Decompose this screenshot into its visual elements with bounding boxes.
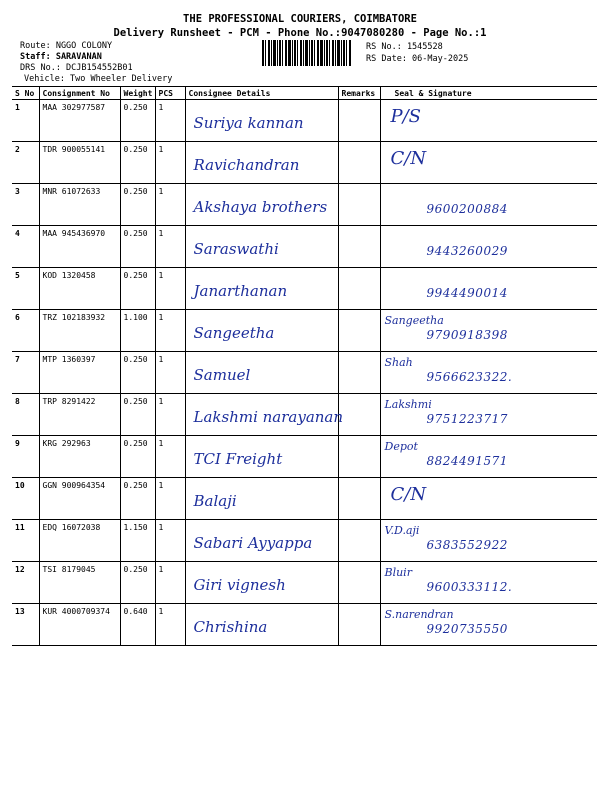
table-row: [12, 226, 597, 268]
pcs-count: 1: [155, 604, 185, 646]
weight-value: 0.250: [120, 352, 155, 394]
signature-cell: [380, 604, 597, 646]
signature-cell: [380, 478, 597, 520]
table-row: [12, 604, 597, 646]
signature-name: C/N: [390, 484, 427, 505]
signature-cell: [380, 394, 597, 436]
rs-number: RS No.: 1545528: [366, 42, 443, 52]
consignee-cell: [185, 268, 338, 310]
consignment-number: TSI 8179045: [39, 562, 120, 604]
table-row: [12, 394, 597, 436]
pcs-count: 1: [155, 436, 185, 478]
serial-number: 6: [12, 310, 39, 352]
consignee-name: Chrishina: [193, 618, 268, 636]
signature-phone: 9443260029: [426, 244, 508, 258]
pcs-count: 1: [155, 100, 185, 142]
signature-cell: [380, 436, 597, 478]
consignee-name: Akshaya brothers: [193, 198, 328, 216]
signature-phone: 9790918398: [426, 328, 508, 342]
header-consignee: Consignee Details: [185, 87, 338, 100]
consignee-cell: [185, 478, 338, 520]
runsheet-subtitle: Delivery Runsheet - PCM - Phone No.:9047080280 - Page No.:1: [113, 27, 487, 39]
remarks-cell: [338, 520, 380, 562]
serial-number: 13: [12, 604, 39, 646]
company-title: THE PROFESSIONAL COURIERS, COIMBATORE: [183, 13, 417, 25]
serial-number: 8: [12, 394, 39, 436]
weight-value: 0.250: [120, 562, 155, 604]
signature-cell: [380, 562, 597, 604]
consignee-name: Samuel: [193, 366, 251, 384]
consignee-name: Saraswathi: [193, 240, 279, 258]
serial-number: 1: [12, 100, 39, 142]
table-row: [12, 100, 597, 142]
vehicle-label: Vehicle: Two Wheeler Delivery: [24, 74, 173, 84]
pcs-count: 1: [155, 142, 185, 184]
consignee-cell: [185, 394, 344, 436]
remarks-cell: [338, 184, 380, 226]
consignment-number: MAA 302977587: [39, 100, 120, 142]
consignee-name: Sangeetha: [193, 324, 275, 342]
table-row: [12, 436, 597, 478]
table-row: [12, 352, 597, 394]
signature-phone: 6383552922: [426, 538, 508, 552]
signature-phone: 9920735550: [426, 622, 508, 636]
table-row: [12, 310, 597, 352]
signature-cell: [380, 184, 597, 226]
signature-phone: 9600200884: [426, 202, 508, 216]
signature-name: Depot: [384, 440, 418, 453]
remarks-cell: [338, 352, 380, 394]
table-row: [12, 520, 597, 562]
table-row: [12, 478, 597, 520]
signature-name: Sangeetha: [384, 314, 444, 327]
table-row: [12, 184, 597, 226]
weight-value: 0.250: [120, 100, 155, 142]
weight-value: 0.250: [120, 478, 155, 520]
consignee-cell: [185, 226, 338, 268]
consignee-cell: [185, 436, 338, 478]
consignee-cell: [185, 604, 338, 646]
signature-phone: 9944490014: [426, 286, 508, 300]
consignment-number: GGN 900964354: [39, 478, 120, 520]
consignee-cell: [185, 142, 338, 184]
serial-number: 3: [12, 184, 39, 226]
pcs-count: 1: [155, 268, 185, 310]
signature-cell: [380, 268, 597, 310]
signature-cell: [380, 352, 597, 394]
consignee-name: Balaji: [193, 492, 237, 510]
runsheet-table: [12, 86, 597, 646]
table-header-row: [12, 87, 597, 100]
pcs-count: 1: [155, 478, 185, 520]
weight-value: 1.100: [120, 310, 155, 352]
signature-name: Shah: [384, 356, 413, 369]
consignment-number: MTP 1360397: [39, 352, 120, 394]
table-row: [12, 268, 597, 310]
weight-value: 0.250: [120, 142, 155, 184]
signature-cell: [380, 226, 597, 268]
consignee-name: Janarthanan: [193, 282, 288, 300]
signature-name: Bluir: [384, 566, 412, 579]
remarks-cell: [338, 562, 380, 604]
consignee-name: Sabari Ayyappa: [193, 534, 313, 552]
header-consignment: Consignment No: [39, 87, 120, 100]
consignment-number: TDR 900055141: [39, 142, 120, 184]
weight-value: 0.640: [120, 604, 155, 646]
weight-value: 0.250: [120, 184, 155, 226]
signature-phone: 9751223717: [426, 412, 508, 426]
consignee-cell: [185, 520, 338, 562]
consignee-name: Lakshmi narayanan: [193, 408, 344, 426]
pcs-count: 1: [155, 352, 185, 394]
signature-name: S.narendran: [384, 608, 454, 621]
header-signature: Seal & Signature: [380, 87, 597, 100]
signature-name: Lakshmi: [384, 398, 432, 411]
signature-cell: [380, 142, 597, 184]
consignment-number: TRZ 102183932: [39, 310, 120, 352]
consignment-number: MAA 945436970: [39, 226, 120, 268]
pcs-count: 1: [155, 184, 185, 226]
signature-name: V.D.aji: [384, 524, 420, 537]
staff-label: Staff: SARAVANAN: [20, 52, 102, 62]
remarks-cell: [338, 478, 380, 520]
header-pcs: PCS: [155, 87, 185, 100]
remarks-cell: [338, 268, 380, 310]
pcs-count: 1: [155, 562, 185, 604]
weight-value: 1.150: [120, 520, 155, 562]
header-sno: S No: [12, 87, 39, 100]
table-row: [12, 142, 597, 184]
consignee-cell: [185, 100, 338, 142]
signature-cell: [380, 310, 597, 352]
consignment-number: MNR 61072633: [39, 184, 120, 226]
remarks-cell: [338, 604, 380, 646]
serial-number: 4: [12, 226, 39, 268]
pcs-count: 1: [155, 310, 185, 352]
consignee-name: Giri vignesh: [193, 576, 286, 594]
consignment-number: TRP 8291422: [39, 394, 120, 436]
route-label: Route: NGGO COLONY: [20, 41, 113, 51]
barcode-icon: [262, 40, 352, 66]
consignment-number: KRG 292963: [39, 436, 120, 478]
serial-number: 7: [12, 352, 39, 394]
signature-name: P/S: [390, 106, 422, 127]
serial-number: 9: [12, 436, 39, 478]
consignment-number: EDQ 16072038: [39, 520, 120, 562]
signature-cell: [380, 100, 597, 142]
consignee-cell: [185, 352, 338, 394]
rs-date: RS Date: 06-May-2025: [366, 54, 469, 64]
signature-cell: [380, 520, 597, 562]
remarks-cell: [338, 394, 380, 436]
consignee-name: Suriya kannan: [193, 114, 304, 132]
remarks-cell: [338, 436, 380, 478]
pcs-count: 1: [155, 226, 185, 268]
weight-value: 0.250: [120, 436, 155, 478]
signature-phone: 9566623322.: [426, 370, 513, 384]
pcs-count: 1: [155, 394, 185, 436]
header-remarks: Remarks: [338, 87, 380, 100]
weight-value: 0.250: [120, 268, 155, 310]
serial-number: 10: [12, 478, 39, 520]
remarks-cell: [338, 100, 380, 142]
pcs-count: 1: [155, 520, 185, 562]
weight-value: 0.250: [120, 226, 155, 268]
serial-number: 11: [12, 520, 39, 562]
table-row: [12, 562, 597, 604]
drs-number: DRS No.: DCJB154552B01: [20, 63, 133, 73]
consignee-cell: [185, 310, 338, 352]
consignee-cell: [185, 184, 338, 226]
consignee-name: Ravichandran: [193, 156, 300, 174]
consignee-name: TCI Freight: [193, 450, 283, 468]
remarks-cell: [338, 310, 380, 352]
consignment-number: KUR 4000709374: [39, 604, 120, 646]
signature-phone: 8824491571: [426, 454, 508, 468]
signature-phone: 9600333112.: [426, 580, 513, 594]
serial-number: 5: [12, 268, 39, 310]
signature-name: C/N: [390, 148, 427, 169]
weight-value: 0.250: [120, 394, 155, 436]
consignee-cell: [185, 562, 338, 604]
header-weight: Weight: [120, 87, 155, 100]
remarks-cell: [338, 142, 380, 184]
remarks-cell: [338, 226, 380, 268]
consignment-number: KOD 1320458: [39, 268, 120, 310]
serial-number: 2: [12, 142, 39, 184]
serial-number: 12: [12, 562, 39, 604]
